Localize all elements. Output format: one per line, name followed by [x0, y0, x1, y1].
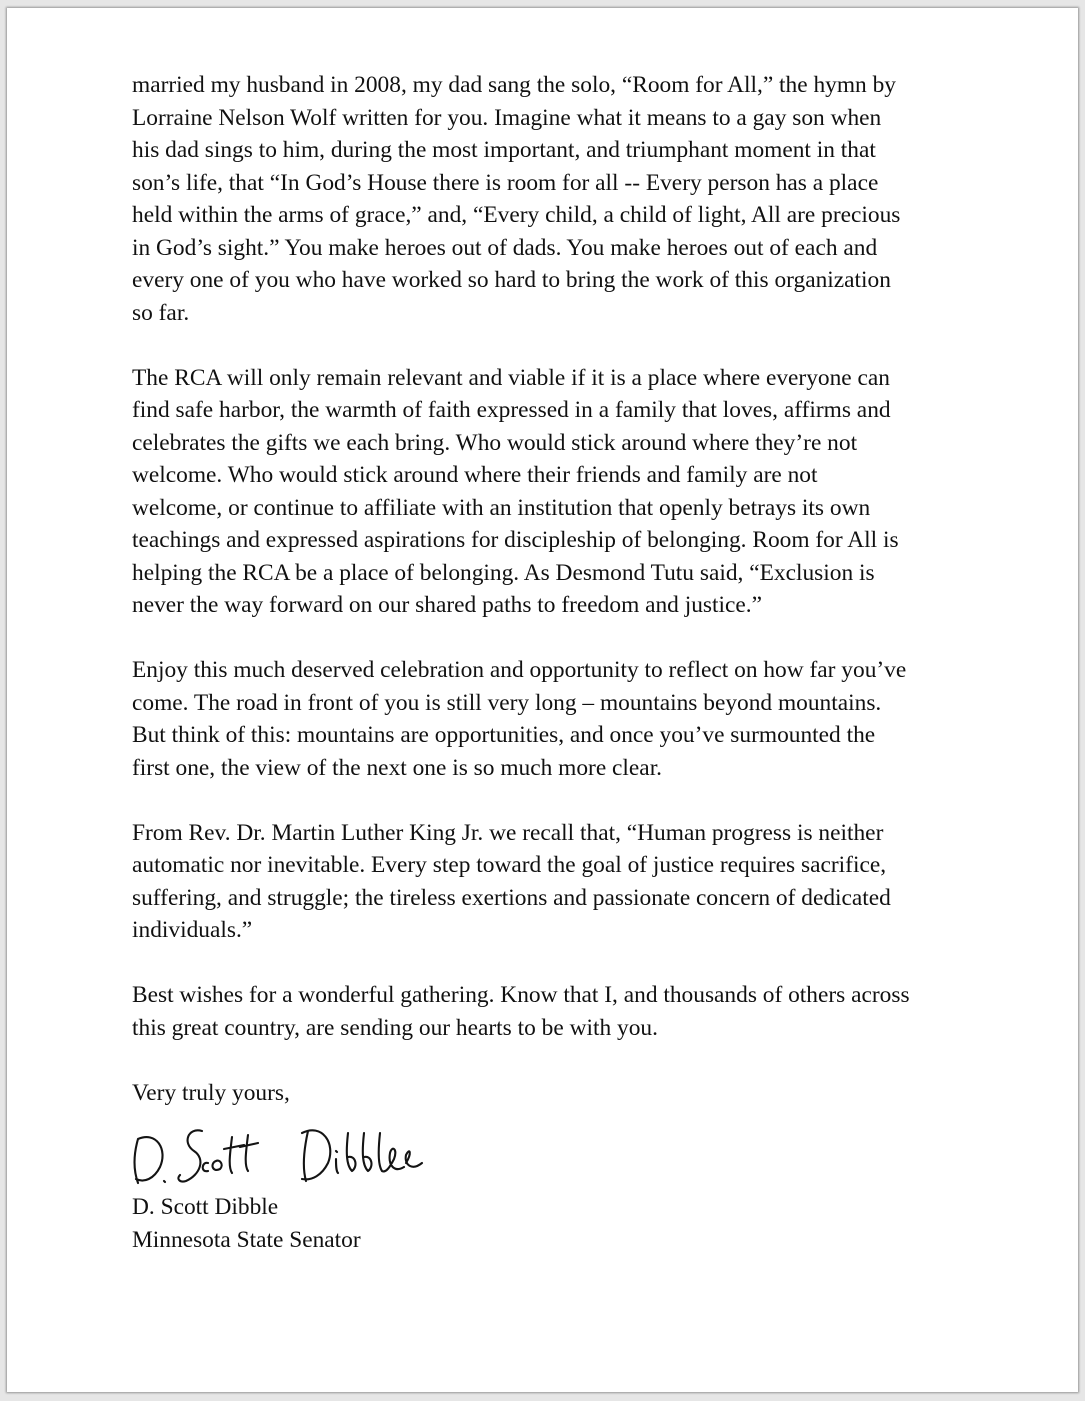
- text-line: welcome. Who would stick around where their friends and family are not: [132, 462, 818, 488]
- text-line: first one, the view of the next one is so much more clear.: [132, 754, 663, 781]
- text-line: The RCA will only remain relevant and viable if it is a place where everyone can: [132, 364, 890, 391]
- text-line: celebrates the gifts we each bring. Who would stick around where they’re not: [132, 429, 858, 456]
- text-line: so far.: [132, 299, 190, 326]
- text-line: never the way forward on our shared paths to freedom and justice.”: [132, 592, 763, 618]
- handwritten-signature: [124, 1109, 464, 1191]
- letter-page: [7, 8, 1078, 1392]
- text-line: helping the RCA be a place of belonging. As Desmond Tutu said, “Exclusion is: [132, 559, 875, 586]
- paragraph-1: [132, 69, 962, 329]
- paragraph-2: [132, 362, 962, 622]
- closing-salutation: Very truly yours,: [132, 1079, 290, 1106]
- signature-drawing: [124, 1109, 464, 1191]
- paragraph-3: [132, 654, 962, 784]
- text-line: automatic nor inevitable. Every step toward the goal of justice requires sacrifice,: [132, 852, 887, 878]
- text-line: Lorraine Nelson Wolf written for you. Imagine what it means to a gay son when: [132, 104, 882, 131]
- text-line: suffering, and struggle; the tireless exertions and passionate concern of dedicated: [132, 884, 891, 911]
- text-line: this great country, are sending our hearts to be with you.: [132, 1014, 658, 1041]
- text-line: married my husband in 2008, my dad sang the solo, “Room for All,” the hymn by: [132, 72, 896, 98]
- text-line: come. The road in front of you is still very long – mountains beyond mountains.: [132, 689, 882, 716]
- letter-body: [132, 69, 962, 1256]
- signer-title: Minnesota State Senator: [132, 1226, 361, 1253]
- text-line: But think of this: mountains are opportunities, and once you’ve surmounted the: [132, 722, 876, 748]
- text-line: teachings and expressed aspirations for discipleship of belonging. Room for All is: [132, 527, 899, 553]
- text-line: welcome, or continue to affiliate with an institution that openly betrays its own: [132, 494, 871, 521]
- text-line: son’s life, that “In God’s House there is room for all -- Every person has a place: [132, 169, 879, 196]
- text-line: Enjoy this much deserved celebration and opportunity to reflect on how far you’ve: [132, 657, 907, 683]
- paragraph-5: [132, 979, 962, 1044]
- text-line: individuals.”: [132, 917, 253, 943]
- text-line: every one of you who have worked so hard to bring the work of this organization: [132, 267, 891, 293]
- paragraph-4: [132, 817, 962, 947]
- text-line: his dad sings to him, during the most important, and triumphant moment in that: [132, 137, 876, 163]
- signer-name: D. Scott Dibble: [132, 1194, 279, 1220]
- text-line: held within the arms of grace,” and, “Every child, a child of light, All are precious: [132, 202, 901, 228]
- text-line: find safe harbor, the warmth of faith expressed in a family that loves, affirms and: [132, 397, 891, 423]
- text-line: Best wishes for a wonderful gathering. Know that I, and thousands of others across: [132, 982, 910, 1008]
- text-line: in God’s sight.” You make heroes out of dads. You make heroes out of each and: [132, 234, 878, 261]
- text-line: From Rev. Dr. Martin Luther King Jr. we recall that, “Human progress is neither: [132, 819, 884, 846]
